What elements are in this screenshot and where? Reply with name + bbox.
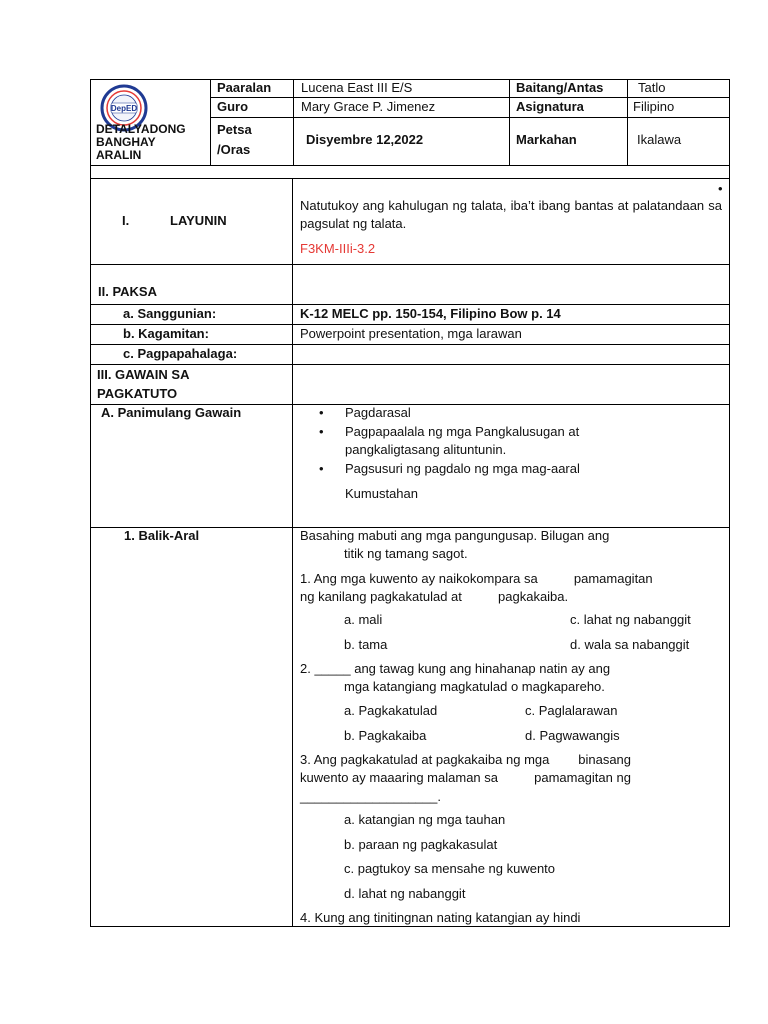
layunin-code: F3KM-IIIi-3.2: [300, 241, 376, 256]
question-line: 2. _____ ang tawag kung ang hinahanap natin ay ang: [300, 661, 611, 676]
gawain-item: • Pagpapaalala ng mga Pangkalusugan at: [345, 423, 579, 441]
answer-choice: d. Pagwawangis: [525, 728, 620, 743]
gawain-item: Kumustahan: [345, 486, 418, 501]
layunin-text: Natutukoy ang kahulugan ng talata, iba’t ibang bantas at palatandaan sa pagsulat ng talata.: [300, 198, 722, 231]
balik-aral-intro: Basahing mabuti ang mga pangungusap. Bilugan ang: [300, 528, 610, 543]
table-border: [729, 79, 730, 927]
answer-choice: c. pagtukoy sa mensahe ng kuwento: [344, 861, 556, 876]
answer-choice: a. mali: [344, 612, 383, 627]
question-line: kuwento ay maaaring malaman sa pamamagitan ng: [300, 770, 631, 785]
table-border: [293, 79, 294, 165]
balik-aral-label: 1. Balik-Aral: [124, 528, 200, 543]
logo-text: DepED: [110, 104, 138, 113]
table-border: [210, 117, 730, 118]
question-line: 1. Ang mga kuwento ay naikokompara sa pamamagitan: [300, 571, 653, 586]
table-border: [90, 364, 730, 365]
baitang-label: Baitang/Antas: [516, 80, 604, 95]
pagpapahalaga-label: c. Pagpapahalaga:: [123, 346, 238, 361]
sanggunian-label: a. Sanggunian:: [123, 306, 217, 321]
answer-choice: b. tama: [344, 637, 388, 652]
asignatura-value: Filipino: [633, 99, 675, 114]
panimulang-gawain-label: A. Panimulang Gawain: [101, 405, 242, 420]
question-line: ng kanilang pagkakatulad at pagkakaiba.: [300, 589, 569, 604]
layunin-number: I.: [122, 213, 130, 228]
petsa-value: Disyembre 12,2022: [306, 132, 424, 147]
answer-choice: c. Paglalarawan: [525, 703, 618, 718]
table-border: [292, 178, 293, 927]
answer-choice: b. paraan ng pagkakasulat: [344, 837, 498, 852]
sanggunian-value: K-12 MELC pp. 150-154, Filipino Bow p. 14: [300, 306, 561, 321]
doc-title-line-3: ARALIN: [96, 148, 142, 162]
baitang-value: Tatlo: [638, 80, 666, 95]
paaralan-value: Lucena East III E/S: [301, 80, 413, 95]
gawain-item: • Pagdarasal: [345, 404, 411, 422]
petsa-label-line-2: /Oras: [217, 142, 251, 157]
table-border: [90, 79, 91, 927]
guro-label: Guro: [217, 99, 249, 114]
layunin-bullet: •: [718, 181, 723, 196]
paaralan-label: Paaralan: [217, 80, 272, 95]
guro-value: Mary Grace P. Jimenez: [301, 99, 436, 114]
table-border: [90, 264, 730, 265]
kagamitan-value: Powerpoint presentation, mga larawan: [300, 326, 522, 341]
gawain-label-line-2: PAGKATUTO: [97, 386, 178, 401]
table-border: [627, 79, 628, 165]
table-border: [90, 165, 730, 166]
kagamitan-label: b. Kagamitan:: [123, 326, 209, 341]
petsa-label-line-1: Petsa: [217, 122, 252, 137]
markahan-value: Ikalawa: [637, 132, 682, 147]
answer-choice: a. Pagkakatulad: [344, 703, 438, 718]
answer-choice: c. lahat ng nabanggit: [570, 612, 691, 627]
answer-choice: d. wala sa nabanggit: [570, 637, 690, 652]
doc-title-line-1: DETALYADONG: [96, 122, 186, 136]
gawain-item: pangkaligtasang alituntunin.: [345, 442, 507, 457]
layunin-label: LAYUNIN: [170, 213, 227, 228]
markahan-label: Markahan: [516, 132, 577, 147]
answer-choice: d. lahat ng nabanggit: [344, 886, 466, 901]
answer-choice: b. Pagkakaiba: [344, 728, 427, 743]
table-border: [509, 79, 510, 165]
asignatura-label: Asignatura: [516, 99, 584, 114]
question-line: 3. Ang pagkakatulad at pagkakaiba ng mga binasang: [300, 752, 632, 767]
question-line: 4. Kung ang tinitingnan nating katangian ay hindi: [300, 910, 581, 925]
gawain-item: • Pagsusuri ng pagdalo ng mga mag-aaral: [345, 460, 580, 478]
table-border: [210, 79, 211, 165]
question-line: mga katangiang magkatulad o magkapareho.: [344, 679, 605, 694]
gawain-label-line-1: III. GAWAIN SA: [97, 367, 190, 382]
doc-title-line-2: BANGHAY: [96, 135, 156, 149]
answer-choice: a. katangian ng mga tauhan: [344, 812, 506, 827]
paksa-label: II. PAKSA: [98, 284, 157, 299]
table-border: [90, 178, 730, 179]
question-line: ___________________.: [300, 789, 441, 804]
balik-aral-intro: titik ng tamang sagot.: [344, 546, 468, 561]
